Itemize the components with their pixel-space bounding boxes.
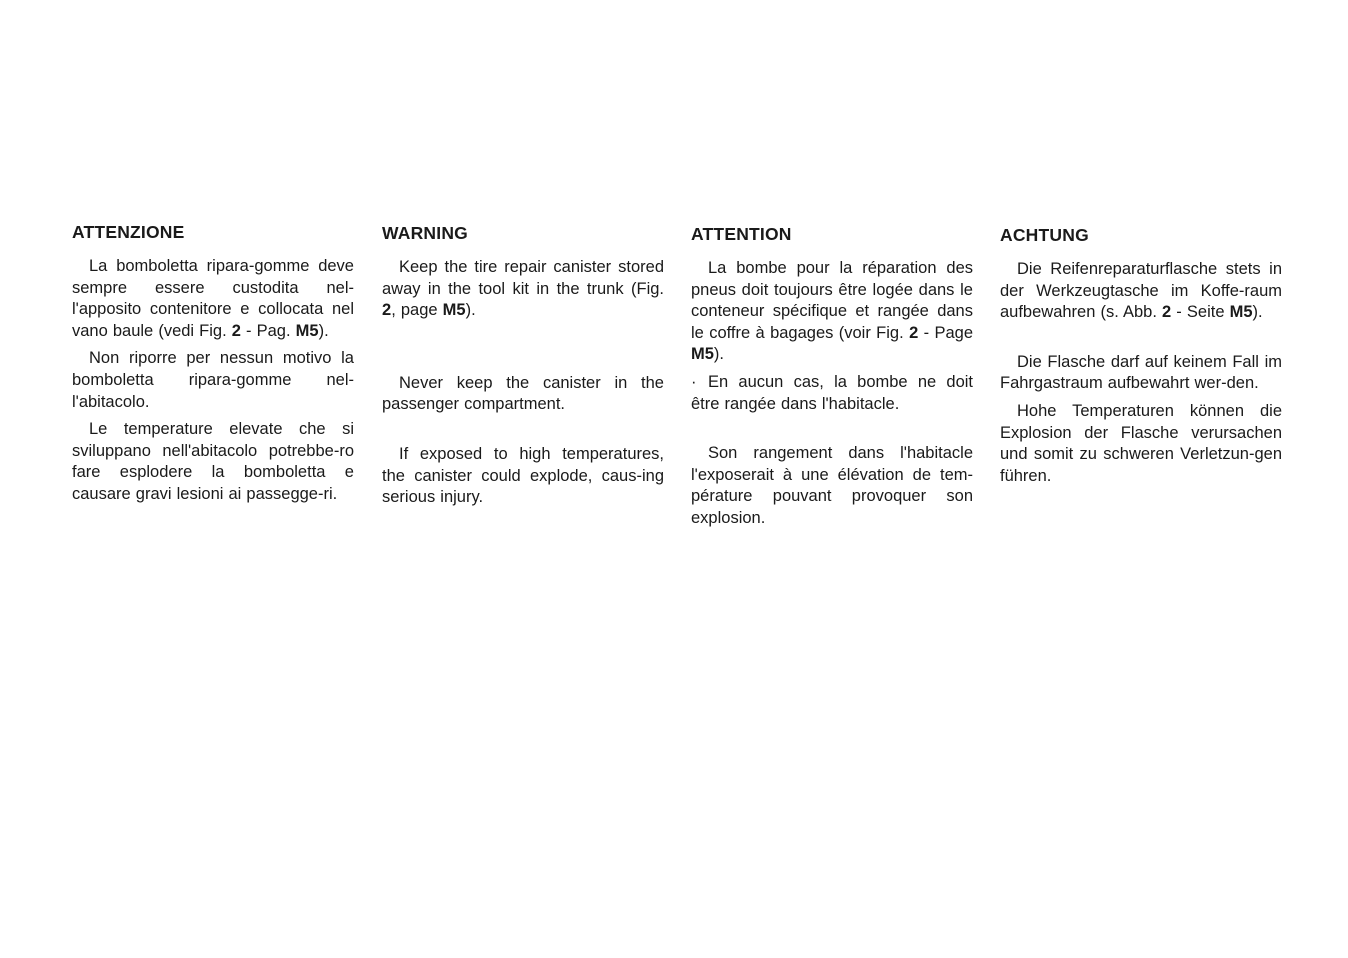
paragraph-no-cabin: Non riporre per nessun motivo la bomboletta ripara-gomme nel-l'abitacolo.: [72, 349, 354, 411]
column-german: [1000, 225, 1282, 487]
column-french: [691, 224, 973, 530]
paragraph-heat-danger: Le temperature elevate che si sviluppano nell'abitacolo potrebbe-ro fare esplodere la bomboletta e causare gravi lesioni ai passegge-ri.: [72, 420, 354, 503]
column-italian: [72, 222, 354, 506]
heading-attention: ATTENTION: [691, 224, 792, 244]
column-english: [382, 223, 664, 509]
heading-attenzione: ATTENZIONE: [72, 222, 185, 242]
paragraph-no-cabin: Die Flasche darf auf keinem Fall im Fahrgastraum aufbewahrt wer-den.: [1000, 352, 1282, 393]
paragraph-heat-danger: Son rangement dans l'habitacle l'exposerait à une élévation de tem-pérature pouvant provoquer son explosion.: [691, 444, 973, 527]
heading-achtung: ACHTUNG: [1000, 225, 1089, 245]
paragraph-storage: Die Reifenreparaturflasche stets in der Werkzeugtasche im Koffe-raum aufbewahren (s. Abb. 2 - Seite M5).: [1000, 260, 1282, 322]
paragraph-no-cabin: · En aucun cas, la bombe ne doit être rangée dans l'habitacle.: [691, 372, 973, 413]
paragraph-heat-danger: Hohe Temperaturen können die Explosion der Flasche verursachen und somit zu schweren Verletzun-gen führen.: [1000, 401, 1282, 485]
heading-warning: WARNING: [382, 223, 468, 243]
paragraph-storage: Keep the tire repair canister stored away in the tool kit in the trunk (Fig. 2, page M5).: [382, 258, 664, 320]
paragraph-heat-danger: If exposed to high temperatures, the canister could explode, caus-ing serious injury.: [382, 444, 664, 507]
paragraph-storage: La bombe pour la réparation des pneus doit toujours être logée dans le conteneur spécifique et rangée dans le coffre à bagages (voir Fig. 2 - Page M5).: [691, 259, 974, 364]
paragraph-no-cabin: Never keep the canister in the passenger compartment.: [382, 373, 664, 414]
paragraph-storage: La bomboletta ripara-gomme deve sempre essere custodita nel-l'apposito contenitore e collocata nel vano baule (vedi Fig. 2 - Pag. M5).: [72, 257, 354, 340]
